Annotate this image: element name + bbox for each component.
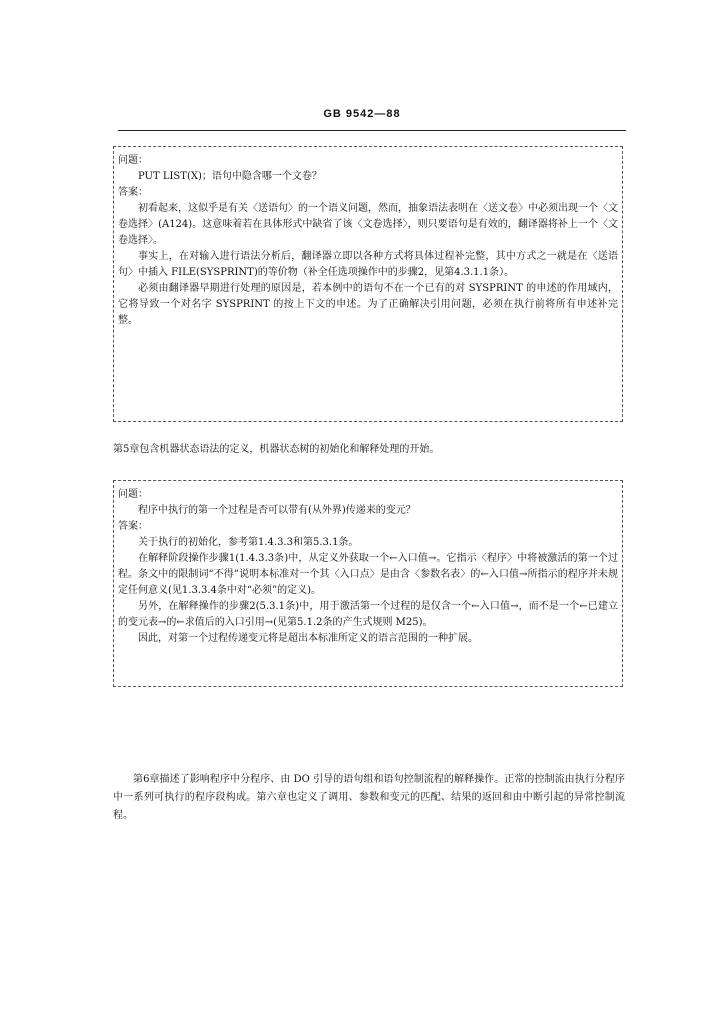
answer-paragraph: 在解释阶段操作步骤1(1.4.3.3条)中，从定义外获取一个←入口值→。它指示〈程序〉中将被激活的第一个过程。条文中的限制词“不得”说明本标准对一个其〈入口点〉是由含〈参数名表〉的←入口值→所指示的程序并未规定任何意义(见1.3.3.4条中对“必须”的定义)。 [118, 553, 618, 596]
example-box-1 [113, 146, 623, 422]
answer-paragraph: 必须由翻译器早期进行处理的原因是，若本例中的语句不在一个已有的对 SYSPRINT 的申述的作用域内，它将导致一个对名字 SYSPRINT 的按上下文的申述。为了正确解决引用问题，必须在执行前将所有申述补完整。 [118, 283, 618, 326]
chapter6-summary: 第6章描述了影响程序中分程序、由 DO 引导的语句组和语句控制流程的解释操作。正常的控制流由执行分程序中一系列可执行的程序段构成。第六章也定义了调用、参数和变元的匹配、结果的返回和由中断引起的异常控制流程。 [113, 774, 625, 821]
answer-paragraph: 初看起来，这似乎是有关〈送语句〉的一个语义问题，然而，抽象语法表明在〈送文卷〉中必须出现一个〈文卷选择〉(A124)。这意味着若在具体形式中缺省了该〈文卷选择〉，则只要语句是有效的，翻译器将补上一个〈文卷选择〉。 [118, 203, 618, 246]
example-box-2 [113, 480, 623, 687]
answer-paragraph: 另外，在解释操作的步骤2(5.3.1条)中，用于激活第一个过程的是仅含一个←入口值→，而不是一个←已建立的变元表→的←求值后的入口引用→(见第5.1.2条的产生式规则 M25)。 [118, 601, 618, 628]
answer-paragraph: 关于执行的初始化，参考第1.4.3.3和第5.3.1条。 [138, 537, 359, 548]
chapter5-summary: 第5章包含机器状态语法的定义，机器状态树的初始化和解释处理的开始。 [113, 444, 440, 455]
question-label: 问题： [118, 155, 148, 166]
question-text: PUT LIST(X)；语句中隐含哪一个文卷？ [138, 171, 322, 182]
question-text: 程序中执行的第一个过程是否可以带有(从外界)传递来的变元？ [138, 505, 416, 516]
header-rule [118, 130, 626, 131]
answer-paragraph: 事实上，在对输入进行语法分析后，翻译器立即以各种方式将具体过程补完整，其中方式之一就是在〈送语句〉中插入 FILE(SYSPRINT)的等价物（补全任选项操作中的步骤2，见第4.3.1.1条）。 [118, 251, 618, 278]
answer-paragraph: 因此，对第一个过程传递变元将是超出本标准所定义的语言范围的一种扩展。 [138, 633, 478, 644]
answer-label: 答案： [118, 521, 148, 532]
standard-number-header: GB 9542—88 [323, 108, 401, 120]
question-label: 问题： [118, 489, 148, 500]
answer-label: 答案： [118, 187, 148, 198]
